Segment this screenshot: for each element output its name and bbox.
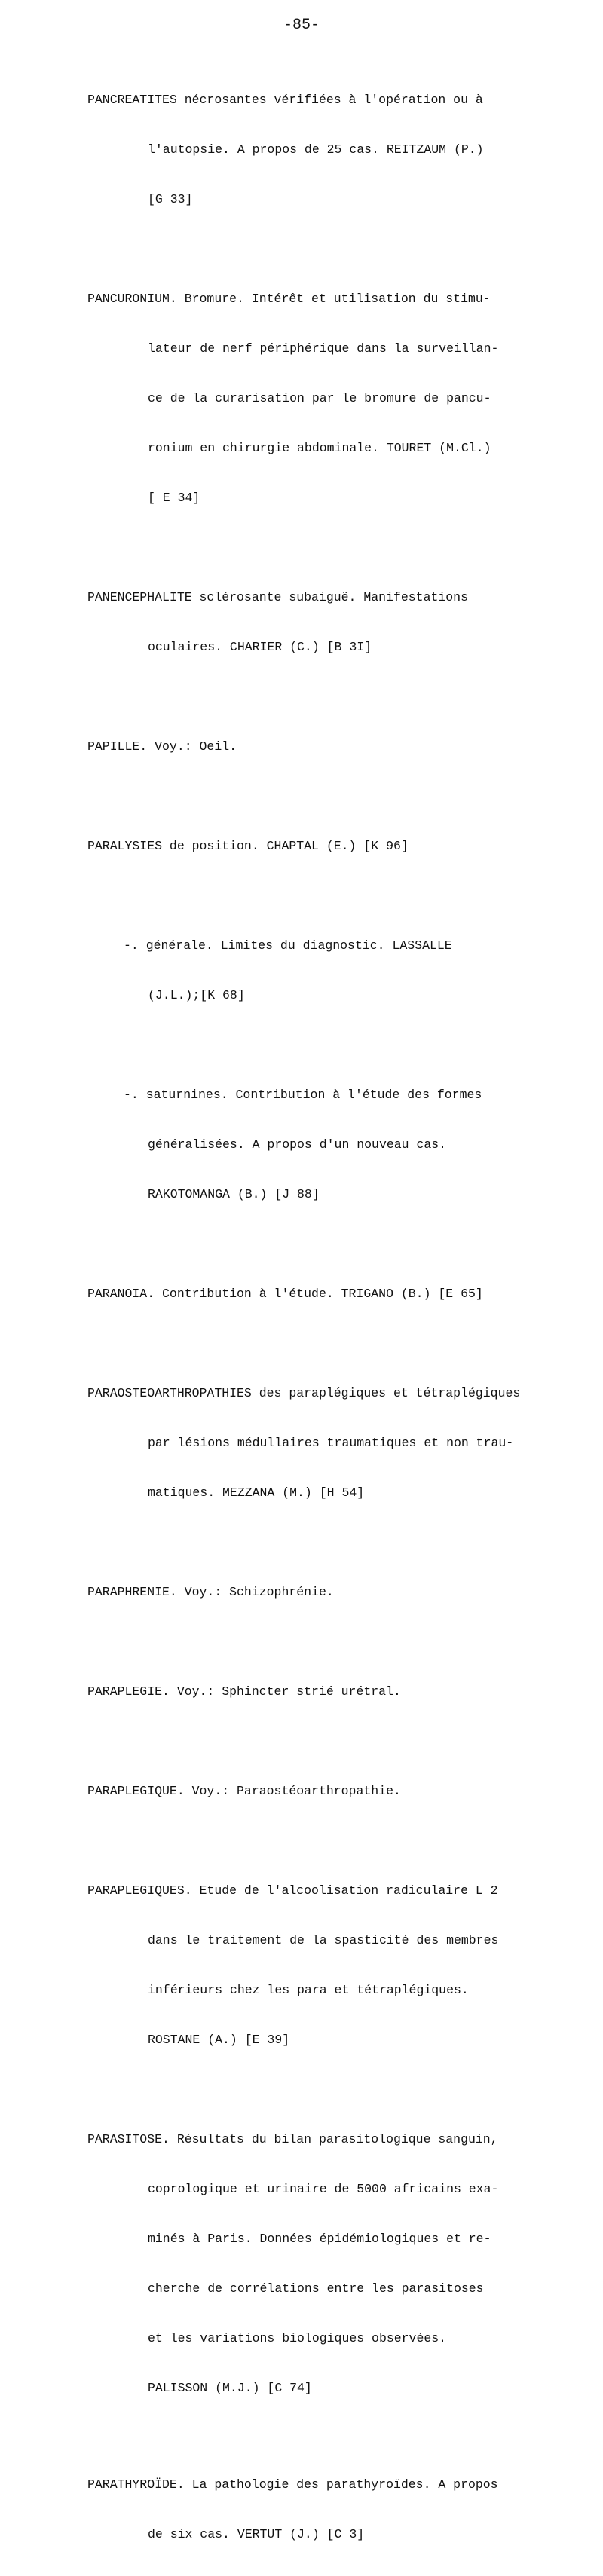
entry-paranoia: [87, 1253, 540, 1335]
entry-line: PARATHYROÏDE. La pathologie des parathyroïdes. A propos: [87, 2477, 498, 2492]
entry-line: inférieurs chez les para et tétraplégiques.: [148, 1983, 469, 1997]
entry-line: ronium en chirurgie abdominale. TOURET (M.Cl.): [148, 441, 491, 455]
entry-line: matiques. MEZZANA (M.) [H 54]: [148, 1485, 365, 1500]
entry-papille: [87, 705, 540, 788]
entry-paralysies-saturnines: [87, 1054, 540, 1236]
entry-paraplegique: [87, 1750, 540, 1833]
entry-line: PANCURONIUM. Bromure. Intérêt et utilisation du stimu-: [87, 292, 491, 306]
entry-pancreatites: [87, 59, 540, 241]
entry-line: RAKOTOMANGA (B.) [J 88]: [148, 1187, 320, 1201]
entry-line: lateur de nerf périphérique dans la surveillan-: [148, 341, 499, 356]
entry-line: PARANOIA. Contribution à l'étude. TRIGANO (B.) [E 65]: [87, 1286, 483, 1301]
entry-paraosteoarthropathies: [87, 1352, 540, 1534]
entry-line: PALISSON (M.J.) [C 74]: [148, 2381, 312, 2395]
entry-line: ce de la curarisation par le bromure de pancu-: [148, 391, 491, 405]
entry-line: dans le traitement de la spasticité des membres: [148, 1933, 499, 1947]
entry-line: (J.L.);[K 68]: [148, 988, 245, 1002]
entry-line: PARAPLEGIQUES. Etude de l'alcoolisation radiculaire L 2: [87, 1883, 498, 1898]
entry-line: -. saturnines. Contribution à l'étude des formes: [124, 1088, 482, 1102]
entry-line: oculaires. CHARIER (C.) [B 3I]: [148, 640, 372, 654]
entry-line: minés à Paris. Données épidémiologiques et re-: [148, 2232, 491, 2246]
entry-line: ROSTANE (A.) [E 39]: [148, 2033, 290, 2047]
entry-line: coprologique et urinaire de 5000 africains exa-: [148, 2182, 499, 2196]
entry-line: PARASITOSE. Résultats du bilan parasitologique sanguin,: [87, 2132, 498, 2146]
entry-line: -. générale. Limites du diagnostic. LASSALLE: [124, 938, 452, 953]
entry-line: cherche de corrélations entre les parasitoses: [148, 2281, 484, 2296]
entry-line: PANCREATITES nécrosantes vérifiées à l'opération ou à: [87, 93, 483, 107]
entry-line: PARAPLEGIE. Voy.: Sphincter strié urétral.: [87, 1684, 401, 1699]
entry-pancuronium: [87, 258, 540, 540]
entry-line: PARALYSIES de position. CHAPTAL (E.) [K 96]: [87, 839, 409, 853]
entry-line: [G 33]: [148, 192, 193, 207]
entry-line: PANENCEPHALITE sclérosante subaiguë. Manifestations: [87, 590, 468, 604]
entry-line: PAPILLE. Voy.: Oeil.: [87, 739, 237, 754]
entry-paraplegie: [87, 1651, 540, 1733]
entry-line: généralisées. A propos d'un nouveau cas.: [148, 1137, 447, 1152]
entry-line: l'autopsie. A propos de 25 cas. REITZAUM (P.): [148, 142, 484, 157]
page-number: -85-: [283, 17, 320, 34]
entry-line: PARAPHRENIE. Voy.: Schizophrénie.: [87, 1585, 334, 1599]
entry-paraphrenie: [87, 1551, 540, 1634]
entry-panencephalite: [87, 556, 540, 689]
entry-line: PARAPLEGIQUE. Voy.: Paraostéoarthropathie.: [87, 1784, 401, 1798]
index-entries: [87, 59, 540, 2576]
entry-parasitose: [87, 2098, 540, 2430]
entry-line: par lésions médullaires traumatiques et non trau-: [148, 1436, 514, 1450]
entry-parathyroide: [87, 2443, 540, 2576]
entry-line: et les variations biologiques observées.: [148, 2331, 447, 2345]
entry-line: de six cas. VERTUT (J.) [C 3]: [148, 2527, 365, 2541]
entry-paralysies-generale: [87, 904, 540, 1037]
entry-line: [ E 34]: [148, 491, 200, 505]
entry-line: PARAOSTEOARTHROPATHIES des paraplégiques et tétraplégiques: [87, 1386, 521, 1400]
entry-paraplegiques: [87, 1849, 540, 2082]
entry-paralysies: [87, 805, 540, 888]
